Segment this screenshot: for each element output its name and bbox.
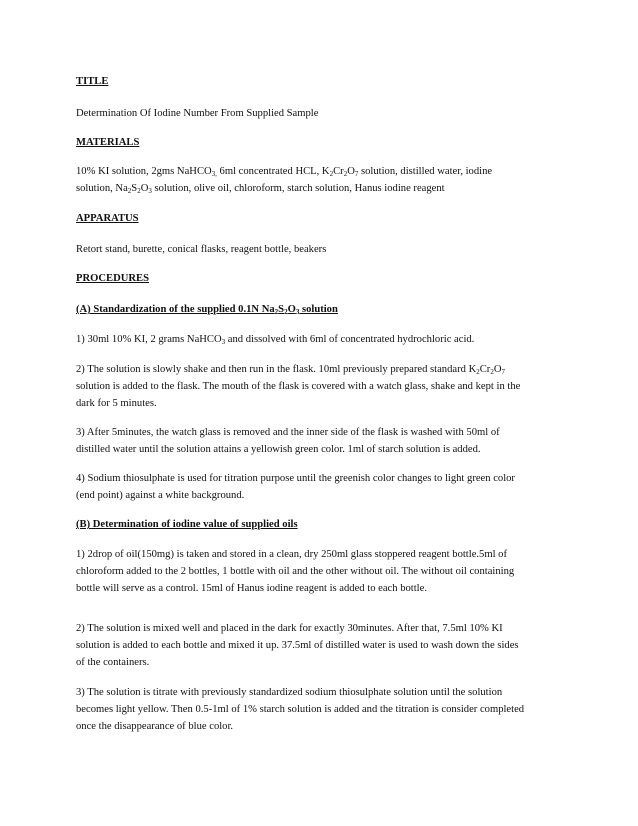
section-a-heading: (A) Standardization of the supplied 0.1N $Na_2S_2O_3$ solution — [76, 304, 338, 316]
section-a-step-4-line-1: 4) Sodium thiosulphate is used for titration purpose until the greenish color changes to light green color — [76, 473, 515, 484]
procedures-heading: PROCEDURES — [76, 273, 149, 284]
section-a-step-3-line-1: 3) After 5minutes, the watch glass is removed and the inner side of the flask is washed with 50ml of — [76, 427, 500, 438]
section-a-step-3-line-2: distilled water until the solution attains a yellowish green color. 1ml of starch solution is added. — [76, 444, 481, 455]
section-b-step-1-line-1: 1) 2drop of oil(150mg) is taken and stored in a clean, dry 250ml glass stoppered reagent bottle.5ml of — [76, 549, 508, 560]
materials-line-2: solution, $Na_2S_2O_3$ solution, olive oil, chloroform, starch solution, Hanus iodine reagent — [76, 183, 445, 195]
apparatus-heading: APPARATUS — [76, 213, 139, 224]
section-a-step-1: 1) 30ml 10% KI, 2 grams NaHCO$_3$ and dissolved with 6ml of concentrated hydrochloric acid. — [76, 334, 475, 346]
section-b-step-3-line-1: 3) The solution is titrate with previously standardized sodium thiosulphate solution until the solution — [76, 687, 503, 698]
section-a-step-4-line-2: (end point) against a white background. — [76, 490, 245, 501]
section-a-step-2-line-1: 2) The solution is slowly shake and then run in the flask. 10ml previously prepared standard $K_2Cr_2O_7$ — [76, 364, 505, 376]
section-b-step-1-line-3: bottle will serve as a control. 15ml of Hanus iodine reagent is added to each bottle. — [76, 583, 427, 594]
materials-line-1: 10% KI solution, 2gms NaHCO$_{3,}$ 6ml concentrated HCL, $K_2Cr_2O_7$ solution, distilled water, iodine — [76, 166, 493, 178]
section-b-step-2-line-2: solution is added to each bottle and mixed it up. 37.5ml of distilled water is used to wash down the sides — [76, 640, 519, 651]
section-a-step-2-line-2: solution is added to the flask. The mouth of the flask is covered with a watch glass, shake and kept in the — [76, 381, 521, 392]
section-b-step-2-line-1: 2) The solution is mixed well and placed in the dark for exactly 30minutes. After that, 7.5ml 10% KI — [76, 623, 503, 634]
title-text: Determination Of Iodine Number From Supplied Sample — [76, 108, 319, 119]
section-b-step-1-line-2: chloroform added to the 2 bottles, 1 bottle with oil and the other without oil. The without oil containing — [76, 566, 515, 577]
section-b-heading: (B) Determination of iodine value of supplied oils — [76, 519, 298, 530]
section-b-step-3-line-3: once the disappearance of blue color. — [76, 721, 234, 732]
section-b-step-3-line-2: becomes light yellow. Then 0.5-1ml of 1% starch solution is added and the titration is consider completed — [76, 704, 525, 715]
title-heading: TITLE — [76, 76, 109, 87]
section-b-step-2-line-3: of the containers. — [76, 657, 150, 668]
section-a-step-2-line-3: dark for 5 minutes. — [76, 398, 157, 409]
materials-heading: MATERIALS — [76, 137, 140, 148]
apparatus-text: Retort stand, burette, conical flasks, reagent bottle, beakers — [76, 244, 327, 255]
